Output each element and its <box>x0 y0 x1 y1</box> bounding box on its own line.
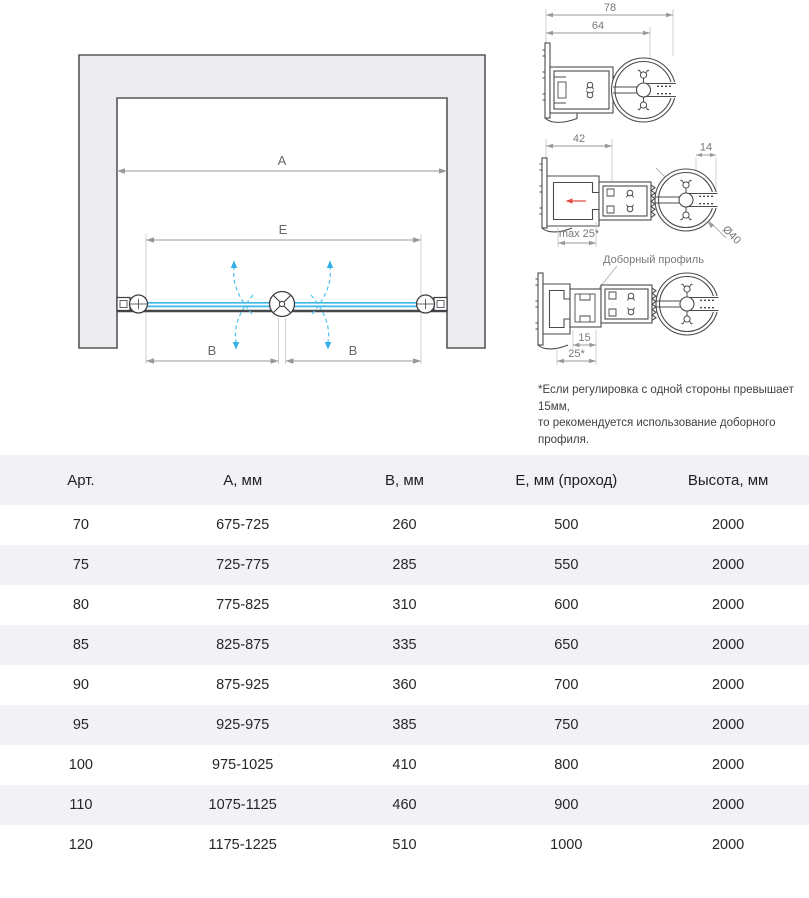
center-knob <box>270 292 295 317</box>
dim-diameter-label: Ø40 <box>719 223 744 247</box>
cell-art: 100 <box>68 757 93 773</box>
extension-profile-piece <box>570 289 601 327</box>
cell-b: 410 <box>392 757 417 773</box>
cell-e: 650 <box>554 637 579 653</box>
cell-a: 925-975 <box>216 717 270 733</box>
dimension-e <box>146 222 421 243</box>
table-row <box>0 585 809 625</box>
dim-a-label: A <box>277 153 287 168</box>
cell-b: 360 <box>392 677 417 693</box>
size-table <box>0 455 809 865</box>
header-art: Арт. <box>0 455 162 505</box>
left-pivot-hinge <box>117 295 148 313</box>
cell-height: 2000 <box>711 637 745 653</box>
dim-max25-label: max 25* <box>558 228 600 240</box>
cell-b: 385 <box>392 717 417 733</box>
swing-arrowhead-icon <box>231 261 237 269</box>
cell-height: 2000 <box>711 597 745 613</box>
cell-height: 2000 <box>711 677 745 693</box>
cell-e: 700 <box>554 677 579 693</box>
cell-a: 875-925 <box>216 677 270 693</box>
dimension-14 <box>696 142 716 158</box>
footnote-line-2: то рекомендуется использование доборного профиля. <box>538 417 776 446</box>
dim-e-label: E <box>278 222 288 237</box>
table-row <box>0 545 809 585</box>
dim-42-label: 42 <box>572 133 586 145</box>
cell-art: 70 <box>72 517 89 533</box>
dimension-78 <box>546 2 673 17</box>
profile-section-top <box>543 2 679 122</box>
dimension-a <box>117 153 447 174</box>
adjustment-arrow-icon <box>566 198 587 203</box>
table-row <box>0 825 809 865</box>
cell-height: 2000 <box>711 797 745 813</box>
dim-14-label: 14 <box>699 141 713 154</box>
header-a-mm: А, мм <box>162 455 324 505</box>
cell-b: 310 <box>392 597 417 613</box>
dim-78-label: 78 <box>603 2 617 14</box>
right-pivot-hinge <box>417 295 448 313</box>
dim-b-left-label: B <box>207 343 217 358</box>
swing-arrowhead-icon <box>325 342 331 350</box>
cell-a: 775-825 <box>216 597 270 613</box>
cell-e: 550 <box>554 557 579 573</box>
dimension-42 <box>546 133 612 148</box>
cell-art: 90 <box>72 677 89 693</box>
swing-arrowhead-icon <box>233 342 239 350</box>
dimension-15 <box>573 332 596 347</box>
extension-profile-label: Доборный профиль <box>603 254 704 266</box>
cell-e: 500 <box>554 517 579 533</box>
profile-section-bottom <box>536 254 722 365</box>
cell-art: 85 <box>72 637 89 653</box>
dim-15-label: 15 <box>578 332 591 344</box>
footnote-line-1: *Если регулировка с одной стороны превышает 15мм, <box>538 384 794 413</box>
dimension-64 <box>546 20 650 35</box>
table-row <box>0 705 809 745</box>
profile-cross-sections <box>520 0 809 372</box>
cell-e: 750 <box>554 717 579 733</box>
dim-b-right-label: B <box>348 343 358 358</box>
cell-b: 335 <box>392 637 417 653</box>
cell-a: 975-1025 <box>212 757 274 773</box>
cell-art: 75 <box>72 557 89 573</box>
installation-top-view-diagram <box>60 30 500 375</box>
cell-height: 2000 <box>711 837 745 853</box>
table-header-row <box>0 455 809 505</box>
cell-art: 95 <box>72 717 89 733</box>
cell-e: 800 <box>554 757 579 773</box>
cell-height: 2000 <box>711 757 745 773</box>
cell-a: 825-875 <box>216 637 270 653</box>
header-e-mm: Е, мм (проход) <box>485 455 647 505</box>
dimension-25 <box>557 348 596 363</box>
cell-e: 900 <box>554 797 579 813</box>
table-row <box>0 785 809 825</box>
table-row <box>0 625 809 665</box>
cell-b: 285 <box>392 557 417 573</box>
swing-arrowhead-icon <box>327 261 333 269</box>
cell-a: 1075-1125 <box>208 797 277 813</box>
cell-art: 80 <box>72 597 89 613</box>
dim-25-label: 25* <box>568 348 585 360</box>
cell-height: 2000 <box>711 717 745 733</box>
cell-a: 1175-1225 <box>208 837 277 853</box>
profile-section-middle <box>540 133 744 247</box>
cell-e: 600 <box>554 597 579 613</box>
dimension-b-right <box>286 343 422 364</box>
table-row <box>0 665 809 705</box>
cell-a: 675-725 <box>216 517 270 533</box>
cell-height: 2000 <box>711 557 745 573</box>
cell-a: 725-775 <box>216 557 270 573</box>
cell-art: 120 <box>68 837 93 853</box>
cell-b: 460 <box>392 797 417 813</box>
table-row <box>0 745 809 785</box>
footnote <box>520 382 809 448</box>
cell-b: 510 <box>392 837 417 853</box>
cell-art: 110 <box>69 797 93 813</box>
dim-64-label: 64 <box>591 20 605 32</box>
cell-e: 1000 <box>550 837 583 853</box>
cell-height: 2000 <box>711 517 745 533</box>
header-height-mm: Высота, мм <box>647 455 809 505</box>
cell-b: 260 <box>392 517 417 533</box>
dimension-b-left <box>146 343 279 364</box>
table-row <box>0 505 809 545</box>
header-b-mm: В, мм <box>324 455 486 505</box>
